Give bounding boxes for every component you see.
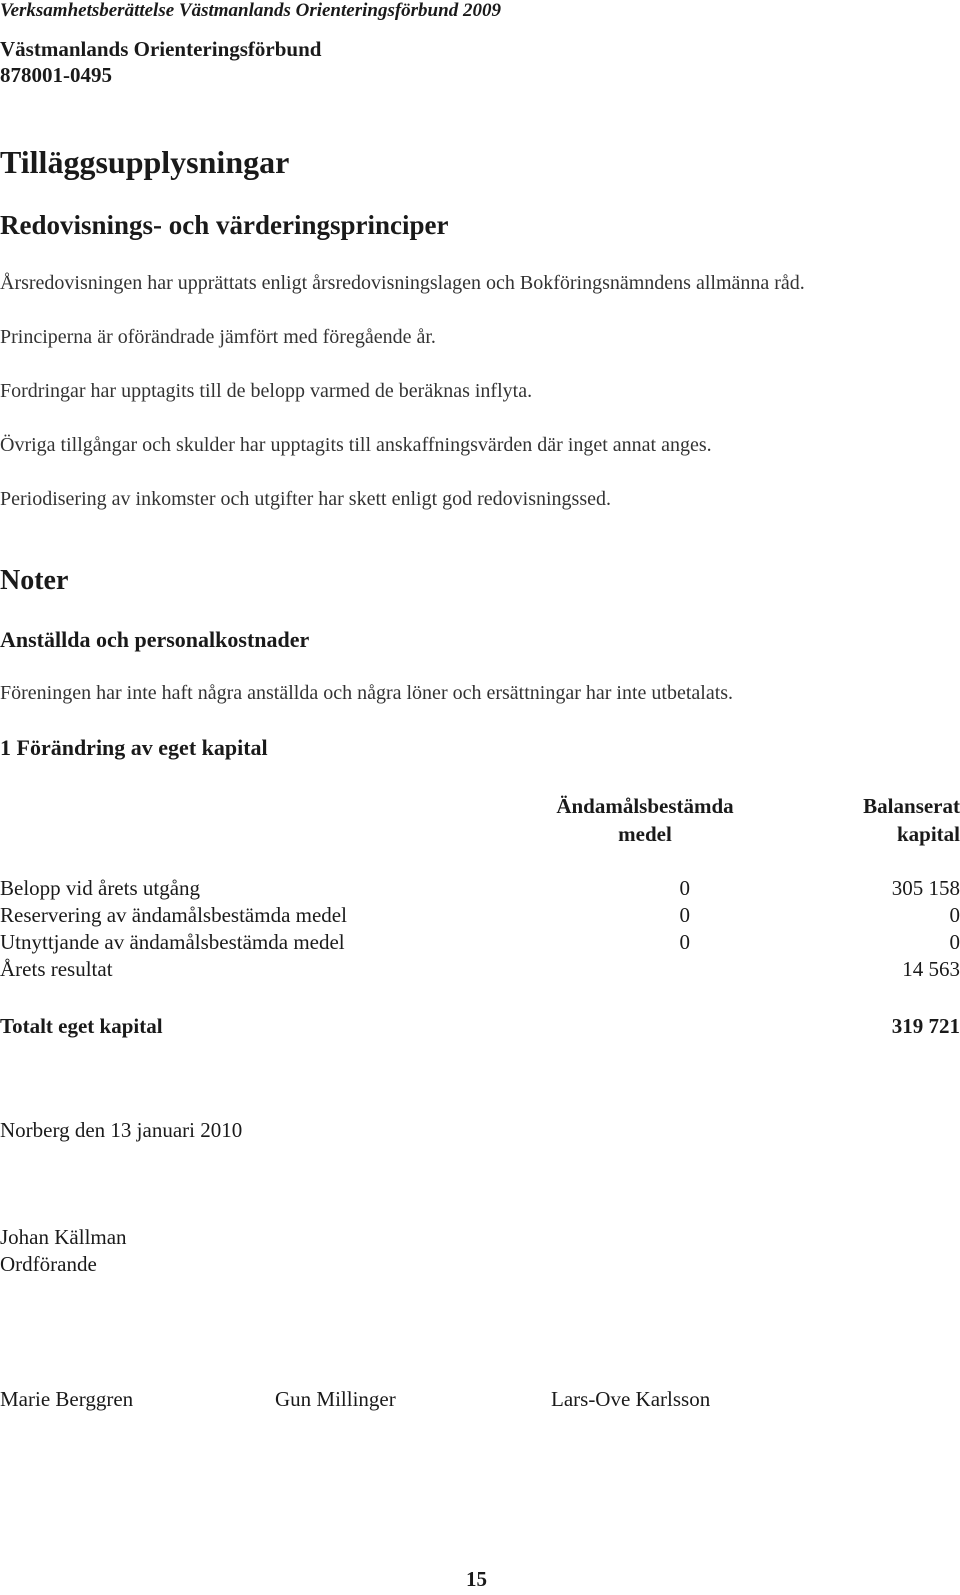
- table-cell-retained: 0: [949, 930, 960, 954]
- equity-heading: 1 Förändring av eget kapital: [0, 735, 268, 760]
- chair-role: Ordförande: [0, 1252, 97, 1276]
- principles-paragraph: Periodisering av inkomster och utgifter har skett enligt god redovisningssed.: [0, 488, 611, 510]
- column-header-line: kapital: [896, 822, 960, 846]
- table-row-label: Årets resultat: [0, 957, 113, 981]
- organization-number: 878001-0495: [0, 63, 112, 87]
- principles-paragraph: Årsredovisningen har upprättats enligt årsredovisningslagen och Bokföringsnämndens allmänna råd.: [0, 272, 805, 294]
- table-cell-designated: 0: [679, 903, 690, 927]
- table-cell-designated: 0: [679, 876, 690, 900]
- column-header-line: Ändamålsbestämda: [556, 794, 734, 818]
- page-number: 15: [466, 1567, 487, 1591]
- table-cell-retained: 305 158: [891, 876, 960, 900]
- page-title: Tilläggsupplysningar: [0, 144, 290, 180]
- running-header: Verksamhetsberättelse Västmanlands Orienteringsförbund 2009: [0, 0, 501, 21]
- place-date: Norberg den 13 januari 2010: [0, 1118, 243, 1142]
- column-header-line: Balanserat: [863, 794, 960, 818]
- column-header-designated-funds: [540, 792, 750, 848]
- table-total-value: 319 721: [891, 1014, 960, 1038]
- table-cell-retained: 0: [949, 903, 960, 927]
- chair-name: Johan Källman: [0, 1225, 127, 1249]
- principles-heading: Redovisnings- och värderingsprinciper: [0, 210, 449, 240]
- staff-heading: Anställda och personalkostnader: [0, 627, 310, 652]
- column-header-retained-earnings: [820, 792, 960, 848]
- board-member-signature: Lars-Ove Karlsson: [551, 1387, 711, 1411]
- principles-paragraph: Fordringar har upptagits till de belopp varmed de beräknas inflyta.: [0, 380, 533, 402]
- organization-name: Västmanlands Orienteringsförbund: [0, 37, 322, 61]
- board-member-signature: Marie Berggren: [0, 1387, 134, 1411]
- notes-heading: Noter: [0, 565, 69, 596]
- table-total-label: Totalt eget kapital: [0, 1014, 163, 1038]
- principles-paragraph: Övriga tillgångar och skulder har upptagits till anskaffningsvärden där inget annat anges.: [0, 434, 712, 456]
- table-row-label: Reservering av ändamålsbestämda medel: [0, 903, 347, 927]
- board-member-signature: Gun Millinger: [275, 1387, 396, 1411]
- column-header-line: medel: [618, 822, 672, 846]
- table-row-label: Utnyttjande av ändamålsbestämda medel: [0, 930, 345, 954]
- table-cell-designated: 0: [679, 930, 690, 954]
- principles-paragraph: Principerna är oförändrade jämfört med föregående år.: [0, 326, 436, 348]
- staff-text: Föreningen har inte haft några anställda och några löner och ersättningar har inte utbetalats.: [0, 682, 734, 704]
- table-row-label: Belopp vid årets utgång: [0, 876, 201, 900]
- table-cell-retained: 14 563: [902, 957, 960, 981]
